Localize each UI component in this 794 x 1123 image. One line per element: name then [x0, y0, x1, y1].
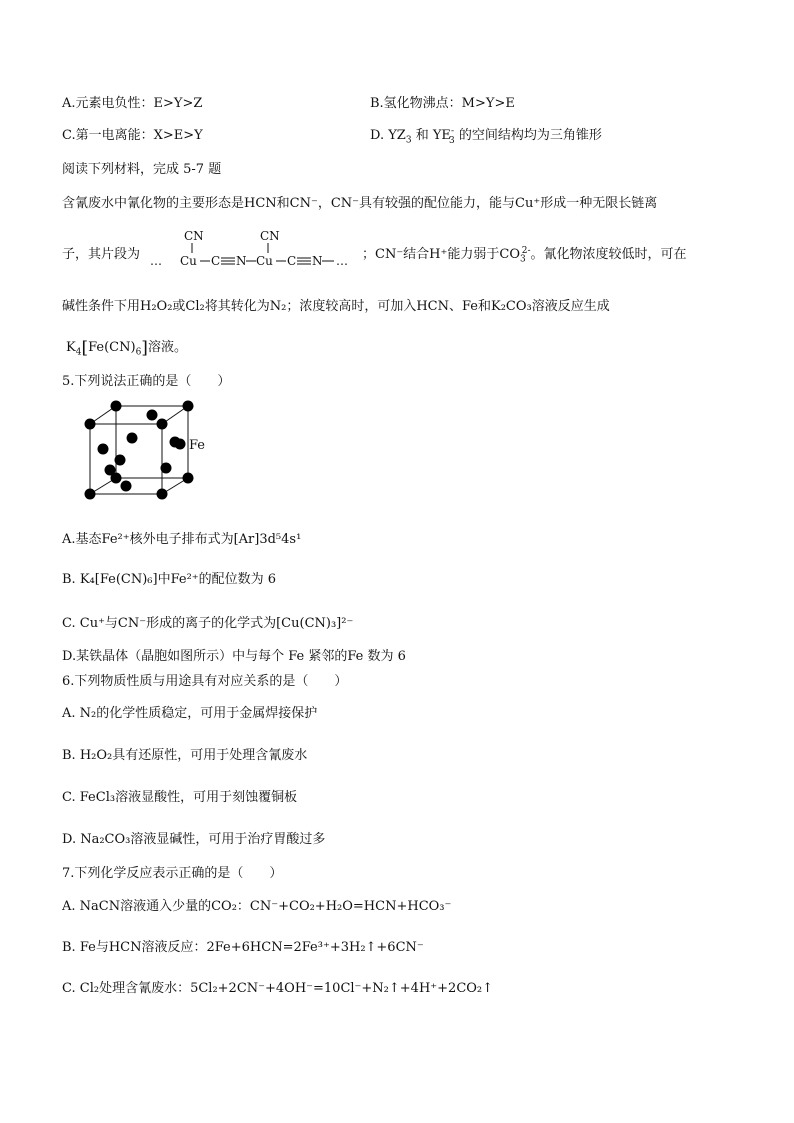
reading-paragraph-1: 含氰废水中氰化物的主要形态是HCN和CN⁻，CN⁻具有较强的配位能力，能与Cu⁺形成一种无限长链离	[62, 196, 658, 211]
fragment-n-2: N	[312, 254, 323, 268]
q6-option-a: A. N₂的化学性质稳定，可用于金属焊接保护	[62, 706, 318, 721]
reading-p4-end: 溶液。	[147, 340, 187, 355]
fe-atom	[157, 419, 168, 430]
svg-text:…: …	[336, 254, 348, 268]
q7-option-b: B. Fe与HCN溶液反应：2Fe+6HCN=2Fe³⁺+3H₂↑+6CN⁻	[62, 940, 424, 955]
fragment-cn-label-2: CN	[260, 229, 280, 243]
fe-atom	[127, 433, 138, 444]
fe-legend	[174, 436, 214, 452]
q6-option-c: C. FeCl₃溶液显酸性，可用于刻蚀覆铜板	[62, 790, 298, 805]
fragment-cu-1: Cu	[180, 254, 197, 268]
q7-option-c: C. Cl₂处理含氰废水：5Cl₂+2CN⁻+4OH⁻=10Cl⁻+N₂↑+4H⁺+2CO₂↑	[62, 981, 494, 996]
fragment-c-1: C	[211, 254, 221, 268]
q6-stem: 6.下列物质性质与用途具有对应关系的是（ ）	[62, 674, 348, 689]
reading-paragraph-2-start: 子，其片段为	[62, 247, 141, 262]
q4-option-b: B.氢化物沸点：M>Y>E	[370, 96, 515, 111]
q4-option-d-suffix: 的空间结构均为三角锥形	[458, 128, 602, 143]
reading-p4-k: K	[66, 340, 76, 355]
fe-atom	[183, 473, 194, 484]
legend-fe-label: Fe	[189, 438, 206, 452]
fragment-n-1: N	[236, 254, 247, 268]
q4-option-d-prefix: D. YZ	[370, 128, 406, 143]
fe-atom	[111, 401, 122, 412]
reading-p2-c: 。氰化物浓度较低时，可在	[530, 247, 687, 262]
q5-option-a: A.基态Fe²⁺核外电子排布式为[Ar]3d⁵4s¹	[62, 532, 302, 547]
q5-option-d: D.某铁晶体（晶胞如图所示）中与每个 Fe 紧邻的Fe 数为 6	[62, 649, 406, 664]
q4-option-c: C.第一电离能：X>E>Y	[62, 128, 203, 143]
chain-fragment-structure	[148, 228, 358, 272]
reading-paragraph-2-end: ；CN⁻结合H⁺能力弱于$CO_3^{2-}$。氰化物浓度较低时，可在	[362, 245, 687, 265]
q5-option-c: C. Cu⁺与CN⁻形成的离子的化学式为[Cu(CN)₃]²⁻	[62, 616, 354, 631]
fragment-cu-2: Cu	[256, 254, 273, 268]
reading-p4-complex: Fe(CN)	[88, 340, 136, 355]
q6-option-b: B. H₂O₂具有还原性，可用于处理含氰废水	[62, 748, 308, 763]
q5-stem: 5.下列说法正确的是（ ）	[62, 374, 231, 389]
reading-paragraph-3: 碱性条件下用H₂O₂或Cl₂将其转化为N₂；浓度较高时，可加入HCN、Fe和K₂CO₃溶液反应生成	[62, 299, 610, 314]
q7-option-a: A. NaCN溶液通入少量的CO₂：CN⁻+CO₂+H₂O=HCN+HCO₃⁻	[62, 899, 452, 914]
fe-atom	[147, 410, 158, 421]
q7-stem: 7.下列化学反应表示正确的是（ ）	[62, 866, 283, 881]
fe-atom	[105, 465, 116, 476]
fe-atom	[121, 481, 132, 492]
fe-atom	[98, 444, 109, 455]
q5-option-b: B. K₄[Fe(CN)₆]中Fe²⁺的配位数为 6	[62, 572, 277, 587]
q6-option-d: D. Na₂CO₃溶液显碱性，可用于治疗胃酸过多	[62, 832, 326, 847]
q4-option-d-mid: 和 YE	[415, 128, 451, 143]
fe-atom	[115, 455, 126, 466]
q4-option-d: D. $YZ_3$ 和 $YE^-_3$ 的空间结构均为三角锥形	[370, 126, 602, 146]
fe-atom	[85, 489, 96, 500]
fe-atom	[183, 401, 194, 412]
fragment-c-2: C	[287, 254, 297, 268]
fe-atom	[85, 419, 96, 430]
fe-atom	[157, 489, 168, 500]
fragment-cn-label-1: CN	[184, 229, 204, 243]
fe-atom	[161, 463, 172, 474]
svg-text:…: …	[150, 254, 162, 268]
q4-option-a: A.元素电负性：E>Y>Z	[62, 96, 203, 111]
legend-dot	[175, 439, 186, 450]
reading-heading: 阅读下列材料，完成 5-7 题	[62, 162, 222, 177]
reading-p2-b: ；CN⁻结合H⁺能力弱于CO	[362, 247, 520, 262]
reading-paragraph-4: $K_4[Fe(CN)_6]$溶液。	[66, 338, 187, 358]
